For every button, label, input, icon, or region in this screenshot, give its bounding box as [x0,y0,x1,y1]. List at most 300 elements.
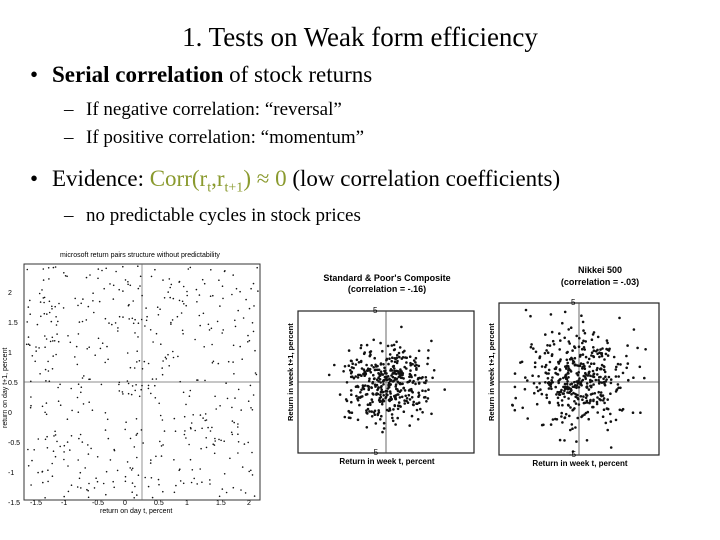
scatter-point [158,403,160,405]
scatter-point [67,418,69,420]
scatter-point [101,270,103,272]
scatter-point [44,346,46,348]
scatter-point [592,333,595,336]
scatter-point [80,392,82,394]
scatter-point [600,391,603,394]
scatter-point [117,330,119,332]
scatter-point [381,391,384,394]
scatter-point [570,393,573,396]
scatter-point [214,440,216,442]
scatter-point [368,410,371,413]
scatter-point [427,349,430,352]
scatter-point [534,361,537,364]
scatter-point [49,312,51,314]
scatter-point [398,352,401,355]
scatter-point [162,419,164,421]
scatter-point [427,357,430,360]
scatter-point [157,306,159,308]
scatter-point [350,360,353,363]
sp-tick-bottom: -5 [371,448,379,457]
scatter-point [215,408,217,410]
scatter-point [51,308,53,310]
scatter-point [553,343,556,346]
scatter-point [67,335,69,337]
scatter-point [587,418,590,421]
scatter-point [45,439,47,441]
scatter-point [357,376,360,379]
scatter-point [129,467,131,469]
scatter-point [98,338,100,340]
scatter-point [578,386,581,389]
scatter-point [82,441,84,443]
scatter-point [210,430,212,432]
scatter-point [191,422,193,424]
scatter-point [549,361,552,364]
scatter-point [582,395,585,398]
scatter-point [579,355,582,358]
scatter-point [388,378,391,381]
scatter-point [38,438,40,440]
scatter-point [41,289,43,291]
scatter-point [106,346,108,348]
scatter-point [578,377,581,380]
scatter-point [404,395,407,398]
scatter-point [596,349,599,352]
scatter-point [152,378,154,380]
scatter-point [584,340,587,343]
scatter-point [383,422,386,425]
scatter-point [359,391,362,394]
scatter-point [566,385,569,388]
scatter-point [175,430,177,432]
scatter-point [148,363,150,365]
scatter-point [55,354,57,356]
scatter-point [54,431,56,433]
scatter-point [211,427,213,429]
scatter-point [375,422,378,425]
scatter-point [521,407,524,410]
scatter-point [213,361,215,363]
scatter-point [232,434,234,436]
formula-corr: Corr(r [149,166,208,191]
scatter-point [370,371,373,374]
scatter-point [253,394,255,396]
scatter-point [548,369,551,372]
scatter-point [526,379,529,382]
scatter-point [193,478,195,480]
scatter-point [180,480,182,482]
scatter-point [580,314,583,317]
scatter-point [605,353,608,356]
scatter-point [98,268,100,270]
scatter-point [35,346,37,348]
scatter-point [90,448,92,450]
scatter-point [356,359,359,362]
scatter-point [146,320,148,322]
scatter-point [603,402,606,405]
scatter-point [194,430,196,432]
scatter-point [561,322,564,325]
scatter-point [604,375,607,378]
sub-dash: – [64,99,74,120]
scatter-point [241,358,243,360]
scatter-point [86,489,88,491]
scatter-point [356,397,359,400]
scatter-point [363,353,366,356]
scatter-point [368,380,371,383]
scatter-point [385,372,388,375]
scatter-point [610,446,613,449]
scatter-point [351,411,354,414]
scatter-point [77,397,79,399]
microsoft-scatter-title: microsoft return pairs structure without predictability [60,252,220,259]
scatter-point [417,418,420,421]
scatter-point [139,396,141,398]
slide-title: 1. Tests on Weak form efficiency [182,22,538,52]
scatter-point [581,398,584,401]
sub-text: no predictable cycles in stock prices [86,205,361,226]
scatter-point [57,321,59,323]
scatter-point [162,444,164,446]
scatter-point [71,410,73,412]
scatter-point [228,361,230,363]
scatter-point [225,382,227,384]
scatter-point [402,351,405,354]
scatter-point [559,360,562,363]
scatter-point [636,347,639,350]
scatter-point [619,363,622,366]
scatter-point [212,295,214,297]
scatter-point [184,416,186,418]
scatter-point [237,310,239,312]
scatter-point [394,385,397,388]
scatter-point [238,389,240,391]
scatter-point [371,392,374,395]
scatter-point [371,415,374,418]
scatter-point [52,475,54,477]
scatter-point [133,497,135,499]
scatter-point [250,407,252,409]
scatter-point [150,459,152,461]
scatter-point [613,356,616,359]
scatter-point [583,348,586,351]
scatter-point [183,392,185,394]
scatter-point [550,313,553,316]
scatter-point [344,416,347,419]
sub-dash: – [64,127,74,148]
scatter-point [30,405,32,407]
scatter-point [563,337,566,340]
scatter-point [411,396,414,399]
scatter-point [373,357,376,360]
scatter-point [55,316,57,318]
scatter-point [119,390,121,392]
scatter-point [546,397,549,400]
scatter-point [119,382,121,384]
scatter-point [103,483,105,485]
scatter-point [554,386,557,389]
scatter-point [355,363,358,366]
scatter-point [524,376,527,379]
scatter-point [643,377,646,380]
scatter-point [254,350,256,352]
scatter-point [590,362,593,365]
scatter-point [169,278,171,280]
scatter-point [403,366,406,369]
scatter-point [600,367,603,370]
scatter-point [580,395,583,398]
scatter-point [547,372,550,375]
scatter-point [233,345,235,347]
scatter-point [521,361,524,364]
scatter-point [224,473,226,475]
scatter-point [152,497,154,499]
scatter-point [589,385,592,388]
scatter-point [89,274,91,276]
sp-scatter-plot [282,265,482,475]
scatter-point [397,404,400,407]
scatter-point [382,379,385,382]
scatter-point [548,402,551,405]
scatter-point [525,309,528,312]
scatter-point [33,449,35,451]
scatter-point [545,364,548,367]
scatter-point [394,423,397,426]
scatter-point [130,438,132,440]
scatter-point [247,341,249,343]
scatter-point [117,470,119,472]
scatter-point [50,341,52,343]
scatter-point [369,353,372,356]
microsoft-xtick: -1.5 [30,500,43,507]
scatter-point [424,396,427,399]
scatter-point [403,387,406,390]
scatter-point [87,444,89,446]
scatter-point [52,340,54,342]
scatter-point [78,438,80,440]
scatter-point [182,333,184,335]
scatter-point [586,439,589,442]
scatter-point [78,383,80,385]
scatter-point [400,389,403,392]
scatter-point [514,386,517,389]
scatter-point [550,382,553,385]
scatter-point [74,298,76,300]
scatter-point [26,321,28,323]
microsoft-ytick: 0.5 [8,380,18,387]
scatter-point [30,381,32,383]
scatter-point [577,374,580,377]
sp-scatter-figure [282,265,482,475]
scatter-point [394,397,397,400]
scatter-point [44,497,46,499]
formula-comma: ,r [211,166,225,191]
microsoft-xlabel: return on day t, percent [100,508,173,515]
scatter-point [588,358,591,361]
scatter-point [586,382,589,385]
scatter-point [619,409,622,412]
scatter-point [112,481,114,483]
sub-bullet-negative [64,99,342,121]
scatter-point [617,387,620,390]
scatter-point [382,363,385,366]
nikkei-xlabel: Return in week t, percent [532,459,628,468]
scatter-point [585,356,588,359]
sub-text: If negative correlation: “reversal” [86,99,342,120]
scatter-point [80,472,82,474]
scatter-point [255,372,257,374]
scatter-point [374,364,377,367]
scatter-point [571,383,574,386]
scatter-point [567,397,570,400]
scatter-point [400,377,403,380]
scatter-point [113,487,115,489]
scatter-point [409,355,412,358]
scatter-point [592,400,595,403]
scatter-point [393,344,396,347]
scatter-point [401,396,404,399]
scatter-point [86,319,88,321]
scatter-point [185,437,187,439]
scatter-point [144,477,146,479]
scatter-point [397,370,400,373]
scatter-point [29,313,31,315]
scatter-point [86,277,88,279]
scatter-point [232,274,234,276]
scatter-point [82,377,84,379]
scatter-point [350,393,353,396]
scatter-point [162,279,164,281]
scatter-point [391,413,394,416]
scatter-point [622,372,625,375]
scatter-point [226,492,228,494]
scatter-point [155,397,157,399]
scatter-point [555,393,558,396]
scatter-point [533,382,536,385]
correlation-formula [149,166,287,196]
scatter-point [403,402,406,405]
scatter-point [232,361,234,363]
scatter-point [256,374,258,376]
scatter-point [54,306,56,308]
scatter-point [552,418,555,421]
scatter-point [137,336,139,338]
scatter-point [564,311,567,314]
scatter-point [141,295,143,297]
scatter-point [342,370,345,373]
scatter-point [160,343,162,345]
scatter-point [549,344,552,347]
microsoft-ytick: -1 [8,470,15,477]
scatter-point [237,423,239,425]
scatter-point [218,363,220,365]
scatter-point [366,426,369,429]
scatter-point [144,361,146,363]
scatter-point [243,317,245,319]
scatter-point [370,350,373,353]
scatter-point [365,411,368,414]
scatter-point [355,395,358,398]
scatter-point [165,357,167,359]
scatter-point [208,324,210,326]
scatter-point [581,348,584,351]
scatter-point [537,375,540,378]
scatter-point [97,456,99,458]
scatter-point [138,288,140,290]
scatter-point [348,349,351,352]
scatter-point [145,307,147,309]
scatter-point [551,376,554,379]
scatter-point [131,394,133,396]
scatter-point [46,402,48,404]
scatter-point [113,298,115,300]
scatter-point [220,440,222,442]
scatter-point [237,452,239,454]
scatter-point [30,484,32,486]
scatter-point [122,290,124,292]
scatter-point [621,409,624,412]
scatter-point [411,415,414,418]
scatter-point [190,267,192,269]
scatter-point [575,380,578,383]
scatter-point [610,382,613,385]
scatter-point [627,362,630,365]
scatter-point [604,371,607,374]
scatter-point [545,349,548,352]
scatter-point [199,325,201,327]
scatter-point [183,303,185,305]
scatter-point [408,376,411,379]
scatter-point [607,348,610,351]
scatter-point [364,384,367,387]
scatter-point [595,379,598,382]
scatter-point [427,388,430,391]
scatter-point [400,383,403,386]
scatter-point [43,302,45,304]
microsoft-ytick: -1.5 [8,500,21,507]
scatter-point [92,409,94,411]
scatter-point [239,291,241,293]
scatter-point [565,413,568,416]
scatter-point [536,403,539,406]
scatter-point [40,301,42,303]
scatter-point [582,340,585,343]
scatter-point [414,364,417,367]
scatter-point [607,354,610,357]
scatter-point [369,403,372,406]
scatter-point [571,349,574,352]
scatter-point [368,385,371,388]
scatter-point [601,347,604,350]
scatter-point [202,417,204,419]
scatter-point [173,357,175,359]
scatter-point [421,389,424,392]
scatter-point [53,435,55,437]
scatter-point [565,366,568,369]
scatter-point [561,421,564,424]
scatter-point [88,346,90,348]
scatter-point [414,383,417,386]
scatter-point [391,344,394,347]
scatter-point [88,483,90,485]
scatter-point [557,397,560,400]
scatter-point [161,367,163,369]
scatter-point [400,374,403,377]
scatter-point [179,281,181,283]
scatter-point [154,269,156,271]
scatter-point [393,404,396,407]
scatter-point [140,276,142,278]
